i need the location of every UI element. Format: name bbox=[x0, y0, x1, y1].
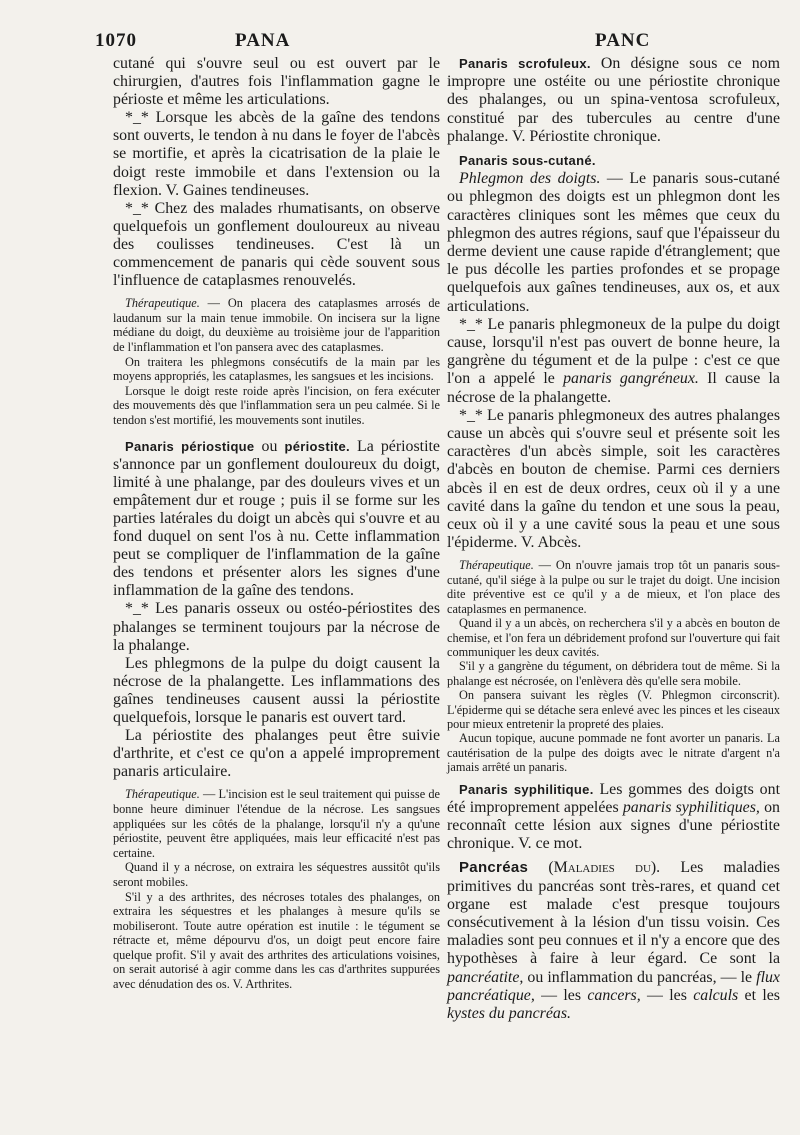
entry-pancreas bbox=[447, 859, 780, 1023]
entry-text: on reconnaît cette lésion aux signes d'une périostite chronique. V. ce mot. bbox=[447, 798, 780, 853]
therapy-note bbox=[447, 558, 780, 616]
entry-text: — Le panaris sous-cutané ou phlegmon des doigts est un phlegmon dont les caractères cliniques sont les mêmes que ceux du phlegmon des autres régions, sauf que l'épaisseur du derme devient une cause rapide d'étranglement; que le pus décolle les parties profondes et se propage quelquefois aux gaînes tendineuses, aux os, et aux articulations. bbox=[447, 170, 780, 315]
term-italic: kystes du pancréas. bbox=[447, 1005, 572, 1023]
paragraph: *_* Chez des malades rhumatisants, on observe quelquefois un gonflement douloureux au niveau des coulisses tendineuses. C'est là un commencement de panaris qui cède souvent sous l'influence de cataplasmes renouvelés. bbox=[113, 199, 440, 290]
paragraph: cutané qui s'ouvre seul ou est ouvert par le chirurgien, d'autres fois l'inflammation gagne le périoste et même les articulations. bbox=[113, 55, 440, 109]
entry-heading: Pancréas bbox=[459, 859, 529, 877]
paragraph bbox=[447, 316, 780, 407]
entry-text: — les bbox=[640, 986, 694, 1004]
paragraph: *_* Les panaris osseux ou ostéo-périostites des phalanges se terminent toujours par la nécrose de la phalange. bbox=[113, 600, 440, 654]
entry-syphilitique bbox=[447, 781, 780, 854]
entry-periostique bbox=[113, 438, 440, 601]
therapy-note bbox=[113, 787, 440, 860]
left-column bbox=[113, 55, 440, 992]
entry-heading-alt: périostite. bbox=[284, 438, 350, 454]
therapy-note: S'il y a des arthrites, des nécroses totales des phalanges, on extraira les séquestres et les phalanges à mesure qu'ils se mobiliseront. Toute autre opération est inutile : le tégument se rétracte et, même dépourvu d'os, un doigt peut encore faire quelque profit. S'il y avait des arthrites des articulations voisines, on serait autorisé à agir comme dans les cas d'arthrites suppurées avec dénudation des os. V. Arthrites. bbox=[113, 889, 440, 992]
term-italic: cancers, bbox=[587, 986, 641, 1004]
term-italic: panaris syphilitiques, bbox=[622, 798, 760, 816]
running-head-right: PANC bbox=[595, 30, 651, 51]
therapy-text: — On placera des cataplasmes arrosés de laudanum sur la main tenue immobile. On incisera sur la ligne médiane du doigt, du deuxième au troisième jour de l'apparition de l'inflammation et l'on pansera avec des cataplasmes. bbox=[113, 296, 440, 354]
entry-heading: Panaris périostique bbox=[125, 438, 255, 454]
entry-text: — les bbox=[534, 986, 588, 1004]
therapy-note: On pansera suivant les règles (V. Phlegmon circonscrit). L'épiderme qui se détache sera enlevé avec les pinces et les ciseaux pour mieux entretenir la propreté des plaies. bbox=[447, 688, 780, 731]
page-header bbox=[95, 30, 780, 54]
therapy-note: S'il y a gangrène du tégument, on débridera tout de même. Si la phalange est nécrosée, on l'enlèvera dès qu'elle sera mobile. bbox=[447, 659, 780, 688]
paragraph: *_* Lorsque les abcès de la gaîne des tendons sont ouverts, le tendon à nu dans le foyer de l'abcès se mortifie, et après la cicatrisation de la plaie le doigt reste immobile et dans l'extension ou la flexion. V. Gaines tendineuses. bbox=[113, 109, 440, 199]
therapy-text: — L'incision est le seul traitement qui puisse de bonne heure diminuer l'étendue de la nécrose. Les sangsues appliquées sur les côtés de la phalange, lorsqu'il n'y a qu'une périostite, peuvent être appliquées, mais leur efficacité n'est pas certaine. bbox=[113, 787, 440, 860]
therapy-note: Lorsque le doigt reste roide après l'incision, on fera exécuter des mouvements dès que l'inflammation sera un peu calmée. Si le tendon s'est mortifié, les mouvements sont inutiles. bbox=[113, 383, 440, 427]
paragraph: La périostite des phalanges peut être suivie d'arthrite, et c'est ce qu'on a appelé improprement panaris articulaire. bbox=[113, 727, 440, 781]
therapy-text: — On n'ouvre jamais trop tôt un panaris sous-cutané, qu'il siége à la pulpe ou sur le trajet du doigt. Une incision dite préventive est ce qu'il y a de mieux, et l'on place des cataplasmes en permanence. bbox=[447, 558, 780, 616]
therapy-note: On traitera les phlegmons consécutifs de la main par les moyens appropriés, les cataplasmes, les sangsues et les incisions. bbox=[113, 354, 440, 384]
term-italic: panaris gangréneux. bbox=[563, 370, 699, 388]
entry-heading-sub: (Maladies du). bbox=[528, 859, 661, 877]
therapy-label: Thérapeutique. bbox=[459, 558, 534, 573]
paragraph: *_* Le panaris phlegmoneux des autres phalanges cause un abcès qui s'ouvre seul et présente soit les caractères d'un abcès simple, soit les caractères d'abcès en bouton de chemise. Parmi ces derniers abcès il en est de deux ordres, ceux où il y a une cavité dans la gaîne du tendon et une sous la peau, ceux où il y a une cavité sous la peau et une sous l'épiderme. V. Abcès. bbox=[447, 406, 780, 552]
entry-text: ou inflammation du pancréas, — le bbox=[523, 968, 757, 986]
subentry-title: Phlegmon des doigts. bbox=[459, 170, 601, 188]
therapy-note: Quand il y a nécrose, on extraira les séquestres aussitôt qu'ils seront mobiles. bbox=[113, 860, 440, 889]
therapy-note: Aucun topique, aucune pommade ne font avorter un panaris. La cautérisation de la pulpe des doigts avec le nitrate d'argent n'a jamais arrêté un panaris. bbox=[447, 731, 780, 775]
entry-heading: Panaris scrofuleux. bbox=[459, 56, 591, 71]
therapy-note: Quand il y a un abcès, on recherchera s'il y a abcès en bouton de chemise, et l'on fera un débridement profond sur l'ouverture qui fait communiquer les deux cavités. bbox=[447, 616, 780, 659]
term-italic: flux pancréatique, bbox=[447, 968, 780, 1004]
entry-sous-cutane bbox=[447, 152, 780, 170]
spacer bbox=[113, 428, 440, 438]
running-head-left: PANA bbox=[235, 30, 291, 51]
therapy-note bbox=[113, 296, 440, 354]
entry-text: et les bbox=[738, 986, 780, 1004]
entry-text: Il cause la nécrose de la phalangette. bbox=[447, 370, 780, 406]
entry-text: *_* Le panaris phlegmoneux de la pulpe du doigt cause, lorsqu'il n'est pas ouvert de bonne heure, la gangrène du tégument et de la pulpe : c'est ce que l'on a appelé le bbox=[447, 315, 780, 388]
entry-scrofuleux bbox=[447, 55, 780, 146]
entry-text: La périostite s'annonce par un gonflement douloureux du doigt, limité à une phalange, par des douleurs vives et un empâtement dur et rouge ; puis il se forme sur les parties latérales du doigt un abcès qui s'ouvre et au fond duquel on sent l'os à nu. Cette inflammation peut se compliquer de l'inflammation de la gaîne des tendons et présenter alors les signes d'une inflammation de la gaîne des tendons. bbox=[113, 437, 440, 600]
paragraph bbox=[447, 170, 780, 316]
entry-heading-conj: ou bbox=[254, 437, 285, 455]
entry-text: On désigne sous ce nom impropre une ostéite ou une périostite chronique des phalanges, ou un spina-ventosa scrofuleux, constitué par des tubercules au centre d'une phalange. V. Périostite chronique. bbox=[447, 55, 780, 145]
right-column bbox=[447, 55, 780, 1023]
therapy-label: Thérapeutique. bbox=[125, 787, 200, 802]
entry-heading: Panaris syphilitique. bbox=[459, 781, 594, 797]
page-number: 1070 bbox=[95, 30, 137, 51]
entry-heading: Panaris sous-cutané. bbox=[459, 153, 596, 169]
entry-text: Les maladies primitives du pancréas sont très-rares, et quand cet organe est malade c'est presque toujours consécutivement à la lésion d'un tissu voisin. Ces maladies sont peu connues et il n'y a encore que des hypothèses à faire à leur égard. Ce sont la bbox=[447, 859, 780, 968]
entry-text: Les gommes des doigts ont été improprement appelées bbox=[447, 780, 780, 816]
term-italic: pancréatite, bbox=[447, 968, 524, 986]
paragraph: Les phlegmons de la pulpe du doigt causent la nécrose de la phalangette. Les inflammations des gaînes tendineuses causent aussi la périostite quelquefois, lorsque le panaris est ouvert tard. bbox=[113, 654, 440, 726]
term-italic: calculs bbox=[693, 986, 739, 1004]
therapy-label: Thérapeutique. bbox=[125, 296, 200, 311]
